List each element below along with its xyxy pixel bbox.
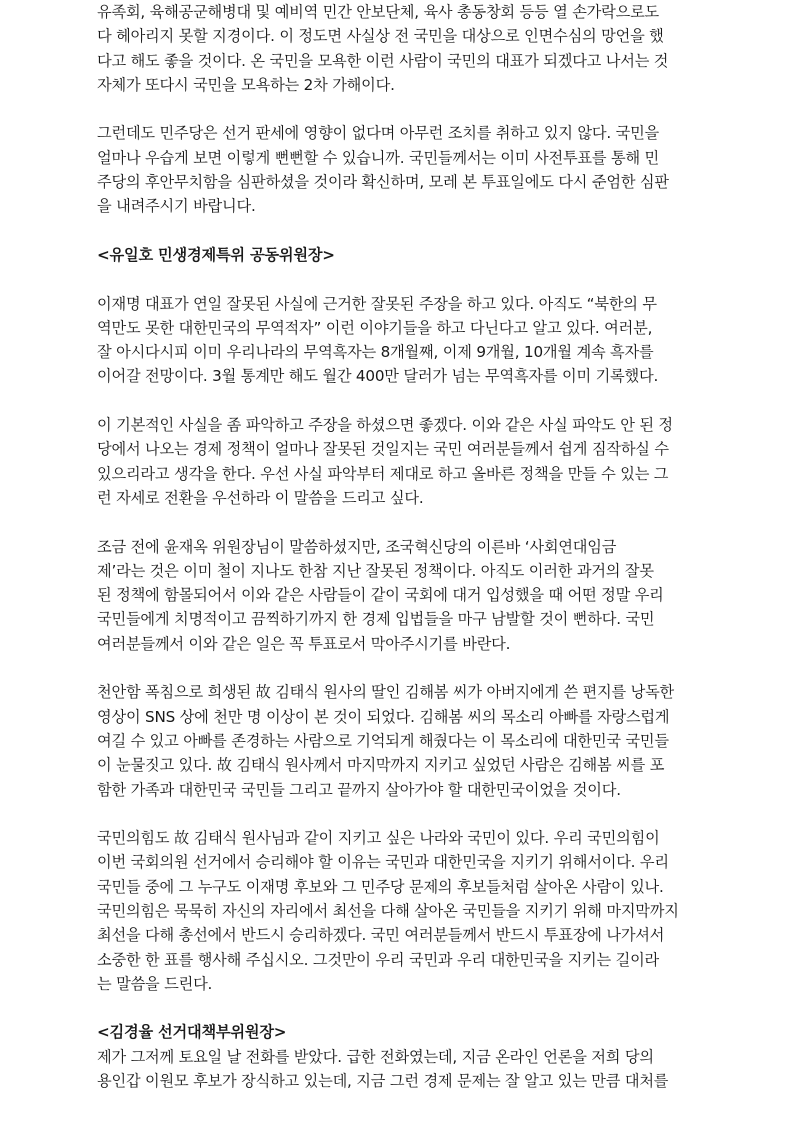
paragraph <box>97 1045 697 1094</box>
paragraph <box>97 680 697 801</box>
text-line: 국민들에게 치명적이고 끔찍하기까지 한 경제 입법들을 마구 남발할 것이 뻔하다. 국민 <box>97 610 655 629</box>
text-line: 이 눈물짓고 있다. 故 김태식 원사께서 마지막까지 지키고 싶었던 사람은 김해봄 씨를 포 <box>97 756 665 775</box>
text-line: 국민들 중에 그 누구도 이재명 후보와 그 민주당 문제의 후보들처럼 살아온 사람이 있나. <box>97 877 664 896</box>
paragraph <box>97 413 697 510</box>
text-line: 그런데도 민주당은 선거 판세에 영향이 없다며 아무런 조치를 취하고 있지 않다. 국민을 <box>97 124 660 143</box>
text-line: <유일호 민생경제특위 공동위원장> <box>97 245 335 264</box>
section-heading <box>97 243 697 267</box>
paragraph-gap <box>97 996 697 1020</box>
text-line: 국민의힘도 故 김태식 원사님과 같이 지키고 싶은 나라와 국민이 있다. 우리 국민의힘이 <box>97 829 660 848</box>
text-line: 최선을 다해 총선에서 반드시 승리하겠다. 국민 여러분들께서 반드시 투표장에 나가셔서 <box>97 926 665 945</box>
text-line: 여러분들께서 이와 같은 일은 꼭 투표로서 막아주시기를 바란다. <box>97 634 511 653</box>
text-line: 이번 국회의원 선거에서 승리해야 할 이유는 국민과 대한민국을 지키기 위해서이다. 우리 <box>97 853 669 872</box>
text-line: 다고 해도 좋을 것이다. 온 국민을 모욕한 이런 사람이 국민의 대표가 되겠다고 나서는 것 <box>97 51 669 70</box>
text-line: 런 자세로 전환을 우선하라 이 말씀을 드리고 싶다. <box>97 488 424 507</box>
text-line: 는 말씀을 드린다. <box>97 974 213 993</box>
text-line: 영상이 SNS 상에 천만 명 이상이 본 것이 되었다. 김해봄 씨의 목소리 아빠를 자랑스럽게 <box>97 707 670 726</box>
paragraph-gap <box>97 267 697 291</box>
paragraph-gap <box>97 97 697 121</box>
text-line: 주당의 후안무치함을 심판하셨을 것이라 확신하며, 모레 본 투표일에도 다시 준엄한 심판 <box>97 173 669 192</box>
text-line: 을 내려주시기 바랍니다. <box>97 197 256 216</box>
text-line: 당에서 나오는 경제 정책이 얼마나 잘못된 것일지는 국민 여러분들께서 쉽게 짐작하실 수 <box>97 440 669 459</box>
paragraph <box>97 535 697 656</box>
text-line: 국민의힘은 묵묵히 자신의 자리에서 최선을 다해 살아온 국민들을 지키기 위해 마지막까지 <box>97 901 679 920</box>
text-line: 용인갑 이원모 후보가 장식하고 있는데, 지금 그런 경제 문제는 잘 알고 있는 만큼 대처를 <box>97 1072 669 1091</box>
section-heading <box>97 1020 697 1044</box>
text-line: 있으리라고 생각을 한다. 우선 사실 파악부터 제대로 하고 올바른 정책을 만들 수 있는 그 <box>97 464 669 483</box>
text-line: 제’라는 것은 이미 철이 지나도 한참 지난 잘못된 정책이다. 아직도 이러한 과거의 잘못 <box>97 561 654 580</box>
paragraph <box>97 121 697 218</box>
paragraph-gap <box>97 510 697 534</box>
text-line: <김경율 선거대책부위원장> <box>97 1023 287 1042</box>
text-line: 잘 아시다시피 이미 우리나라의 무역흑자는 8개월째, 이제 9개월, 10개월 계속 흑자를 <box>97 343 654 362</box>
text-line: 자체가 또다시 국민을 모욕하는 2차 가해이다. <box>97 75 395 94</box>
text-line: 천안함 폭침으로 희생된 故 김태식 원사의 딸인 김해봄 씨가 아버지에게 쓴 편지를 낭독한 <box>97 683 675 702</box>
text-line: 이 기본적인 사실을 좀 파악하고 주장을 하셨으면 좋겠다. 이와 같은 사실 파악도 안 된 정 <box>97 416 673 435</box>
text-line: 여길 수 있고 아빠를 존경하는 사람으로 기억되게 해줬다는 이 목소리에 대한민국 국민들 <box>97 731 669 750</box>
text-line: 다 헤아리지 못할 지경이다. 이 정도면 사실상 전 국민을 대상으로 인면수심의 망언을 했 <box>97 27 664 46</box>
text-line: 함한 가족과 대한민국 국민들 그리고 끝까지 살아가야 할 대한민국이었을 것이다. <box>97 780 621 799</box>
text-line: 조금 전에 윤재옥 위원장님이 말씀하셨지만, 조국혁신당의 이른바 ‘사회연대임금 <box>97 537 617 556</box>
text-line: 된 정책에 함몰되어서 이와 같은 사람들이 같이 국회에 대거 입성했을 때 어떤 정말 우리 <box>97 586 664 605</box>
text-line: 유족회, 육해공군해병대 및 예비역 민간 안보단체, 육사 총동창회 등등 열 손가락으로도 <box>97 3 660 21</box>
document-page <box>97 0 697 1093</box>
text-line: 역만도 못한 대한민국의 무역적자” 이런 이야기들을 하고 다닌다고 알고 있다. 여러분, <box>97 318 653 337</box>
paragraph-gap <box>97 802 697 826</box>
paragraph-gap <box>97 656 697 680</box>
paragraph <box>97 826 697 996</box>
paragraph-gap <box>97 219 697 243</box>
text-line: 소중한 한 표를 행사해 주십시오. 그것만이 우리 국민과 우리 대한민국을 지키는 길이라 <box>97 950 660 969</box>
text-line: 이재명 대표가 연일 잘못된 사실에 근거한 잘못된 주장을 하고 있다. 아직도 “북한의 무 <box>97 294 657 313</box>
text-line: 얼마나 우습게 보면 이렇게 뻔뻔할 수 있습니까. 국민들께서는 이미 사전투표를 통해 민 <box>97 148 660 167</box>
paragraph <box>97 0 697 97</box>
text-line: 이어갈 전망이다. 3월 통계만 해도 월간 400만 달러가 넘는 무역흑자를 이미 기록했다. <box>97 367 659 386</box>
paragraph <box>97 292 697 389</box>
text-line: 제가 그저께 토요일 날 전화를 받았다. 급한 전화였는데, 지금 온라인 언론을 저희 당의 <box>97 1047 654 1066</box>
paragraph-gap <box>97 389 697 413</box>
